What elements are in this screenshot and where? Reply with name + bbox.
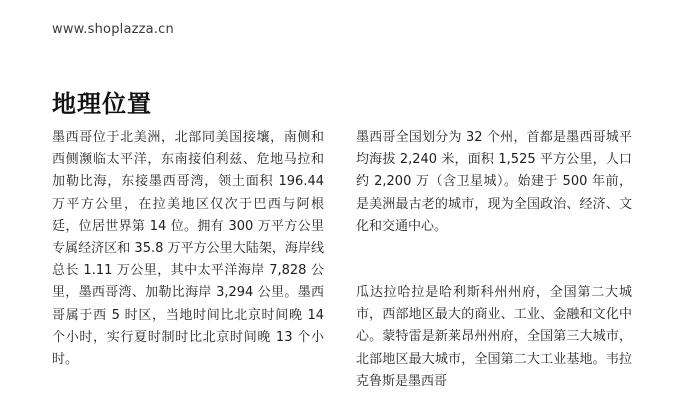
right-column xyxy=(356,127,632,393)
left-column xyxy=(52,127,324,371)
major-cities-paragraph: 瓜达拉哈拉是哈利斯科州州府，全国第二大城市，西部地区最大的商业、工业、金融和文化中心。蒙特雷是新莱昂州州府，全国第三大城市，北部地区最大城市，全国第二大工业基地。韦拉克鲁斯是墨西哥 xyxy=(356,285,632,389)
geography-paragraph: 墨西哥位于北美洲，北部同美国接壤，南侧和西侧濒临太平洋，东南接伯利兹、危地马拉和加勒比海，东接墨西哥湾，领土面积 196.44 万平方公里，在拉美地区仅次于巴西与阿根廷，位居世界第 14 位。拥有 300 万平方公里专属经济区和 35.8 万平方公里大陆架，海岸线总长 1.11 万公里，其中太平洋海岸 7,828 公里，墨西哥湾、加勒比海岸 3,294 公里。墨西哥属于西 5 时区，当地时间比北京时间晚 14 个小时，实行夏时制时比北京时间晚 13 个小时。 xyxy=(52,130,324,368)
page-title: 地理位置 xyxy=(52,90,152,118)
site-url: www.shoplazza.cn xyxy=(52,22,174,37)
capital-paragraph: 墨西哥全国划分为 32 个州，首都是墨西哥城平均海拔 2,240 米，面积 1,525 平方公里，人口约 2,200 万（含卫星城）。始建于 500 年前，是美洲最古老的城市，现为全国政治、经济、文化和交通中心。 xyxy=(356,130,632,234)
